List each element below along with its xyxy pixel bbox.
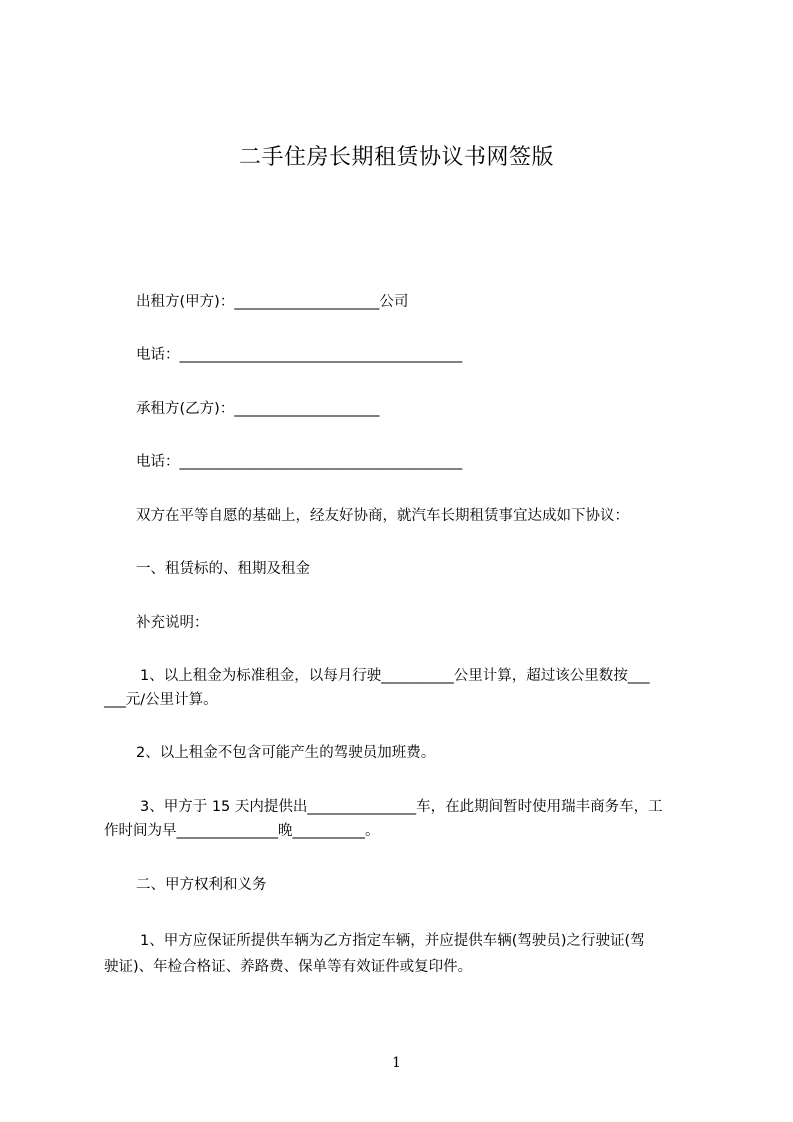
page-number: 1 (392, 1055, 401, 1071)
clause-1-1-line-1: 1、以上租金为标准租金，以每月行驶__________公里计算，超过该公里数按___ (140, 668, 650, 684)
section-heading-lessor-rights: 二、甲方权利和义务 (136, 877, 267, 893)
lessor-line: 出租方(甲方)：____________________公司 (136, 294, 409, 310)
clause-2-1-line-1: 1、甲方应保证所提供车辆为乙方指定车辆，并应提供车辆(驾驶员)之行驶证(驾 (140, 933, 645, 949)
document-title: 二手住房长期租赁协议书网签版 (238, 145, 554, 170)
preamble-paragraph: 双方在平等自愿的基础上，经友好协商，就汽车长期租赁事宜达成如下协议： (136, 508, 629, 524)
clause-1-1-line-2: ___元/公里计算。 (104, 692, 218, 708)
lessor-phone-line: 电话：_______________________________________ (136, 347, 463, 363)
lessee-phone-line: 电话：_______________________________________ (136, 454, 463, 470)
clause-1-3-line-2: 作时间为早______________晚__________。 (104, 823, 380, 839)
clause-1-2: 2、以上租金不包含可能产生的驾驶员加班费。 (136, 745, 436, 761)
clause-1-3-line-1: 3、甲方于 15 天内提供出_______________车，在此期间暂时使用瑞丰商务车，工 (140, 799, 663, 815)
lessee-line: 承租方(乙方)：____________________ (136, 401, 380, 417)
section-heading-lease: 一、租赁标的、租期及租金 (136, 561, 310, 577)
supplement-label: 补充说明： (136, 615, 209, 631)
clause-2-1-line-2: 驶证)、年检合格证、养路费、保单等有效证件或复印件。 (104, 959, 473, 975)
